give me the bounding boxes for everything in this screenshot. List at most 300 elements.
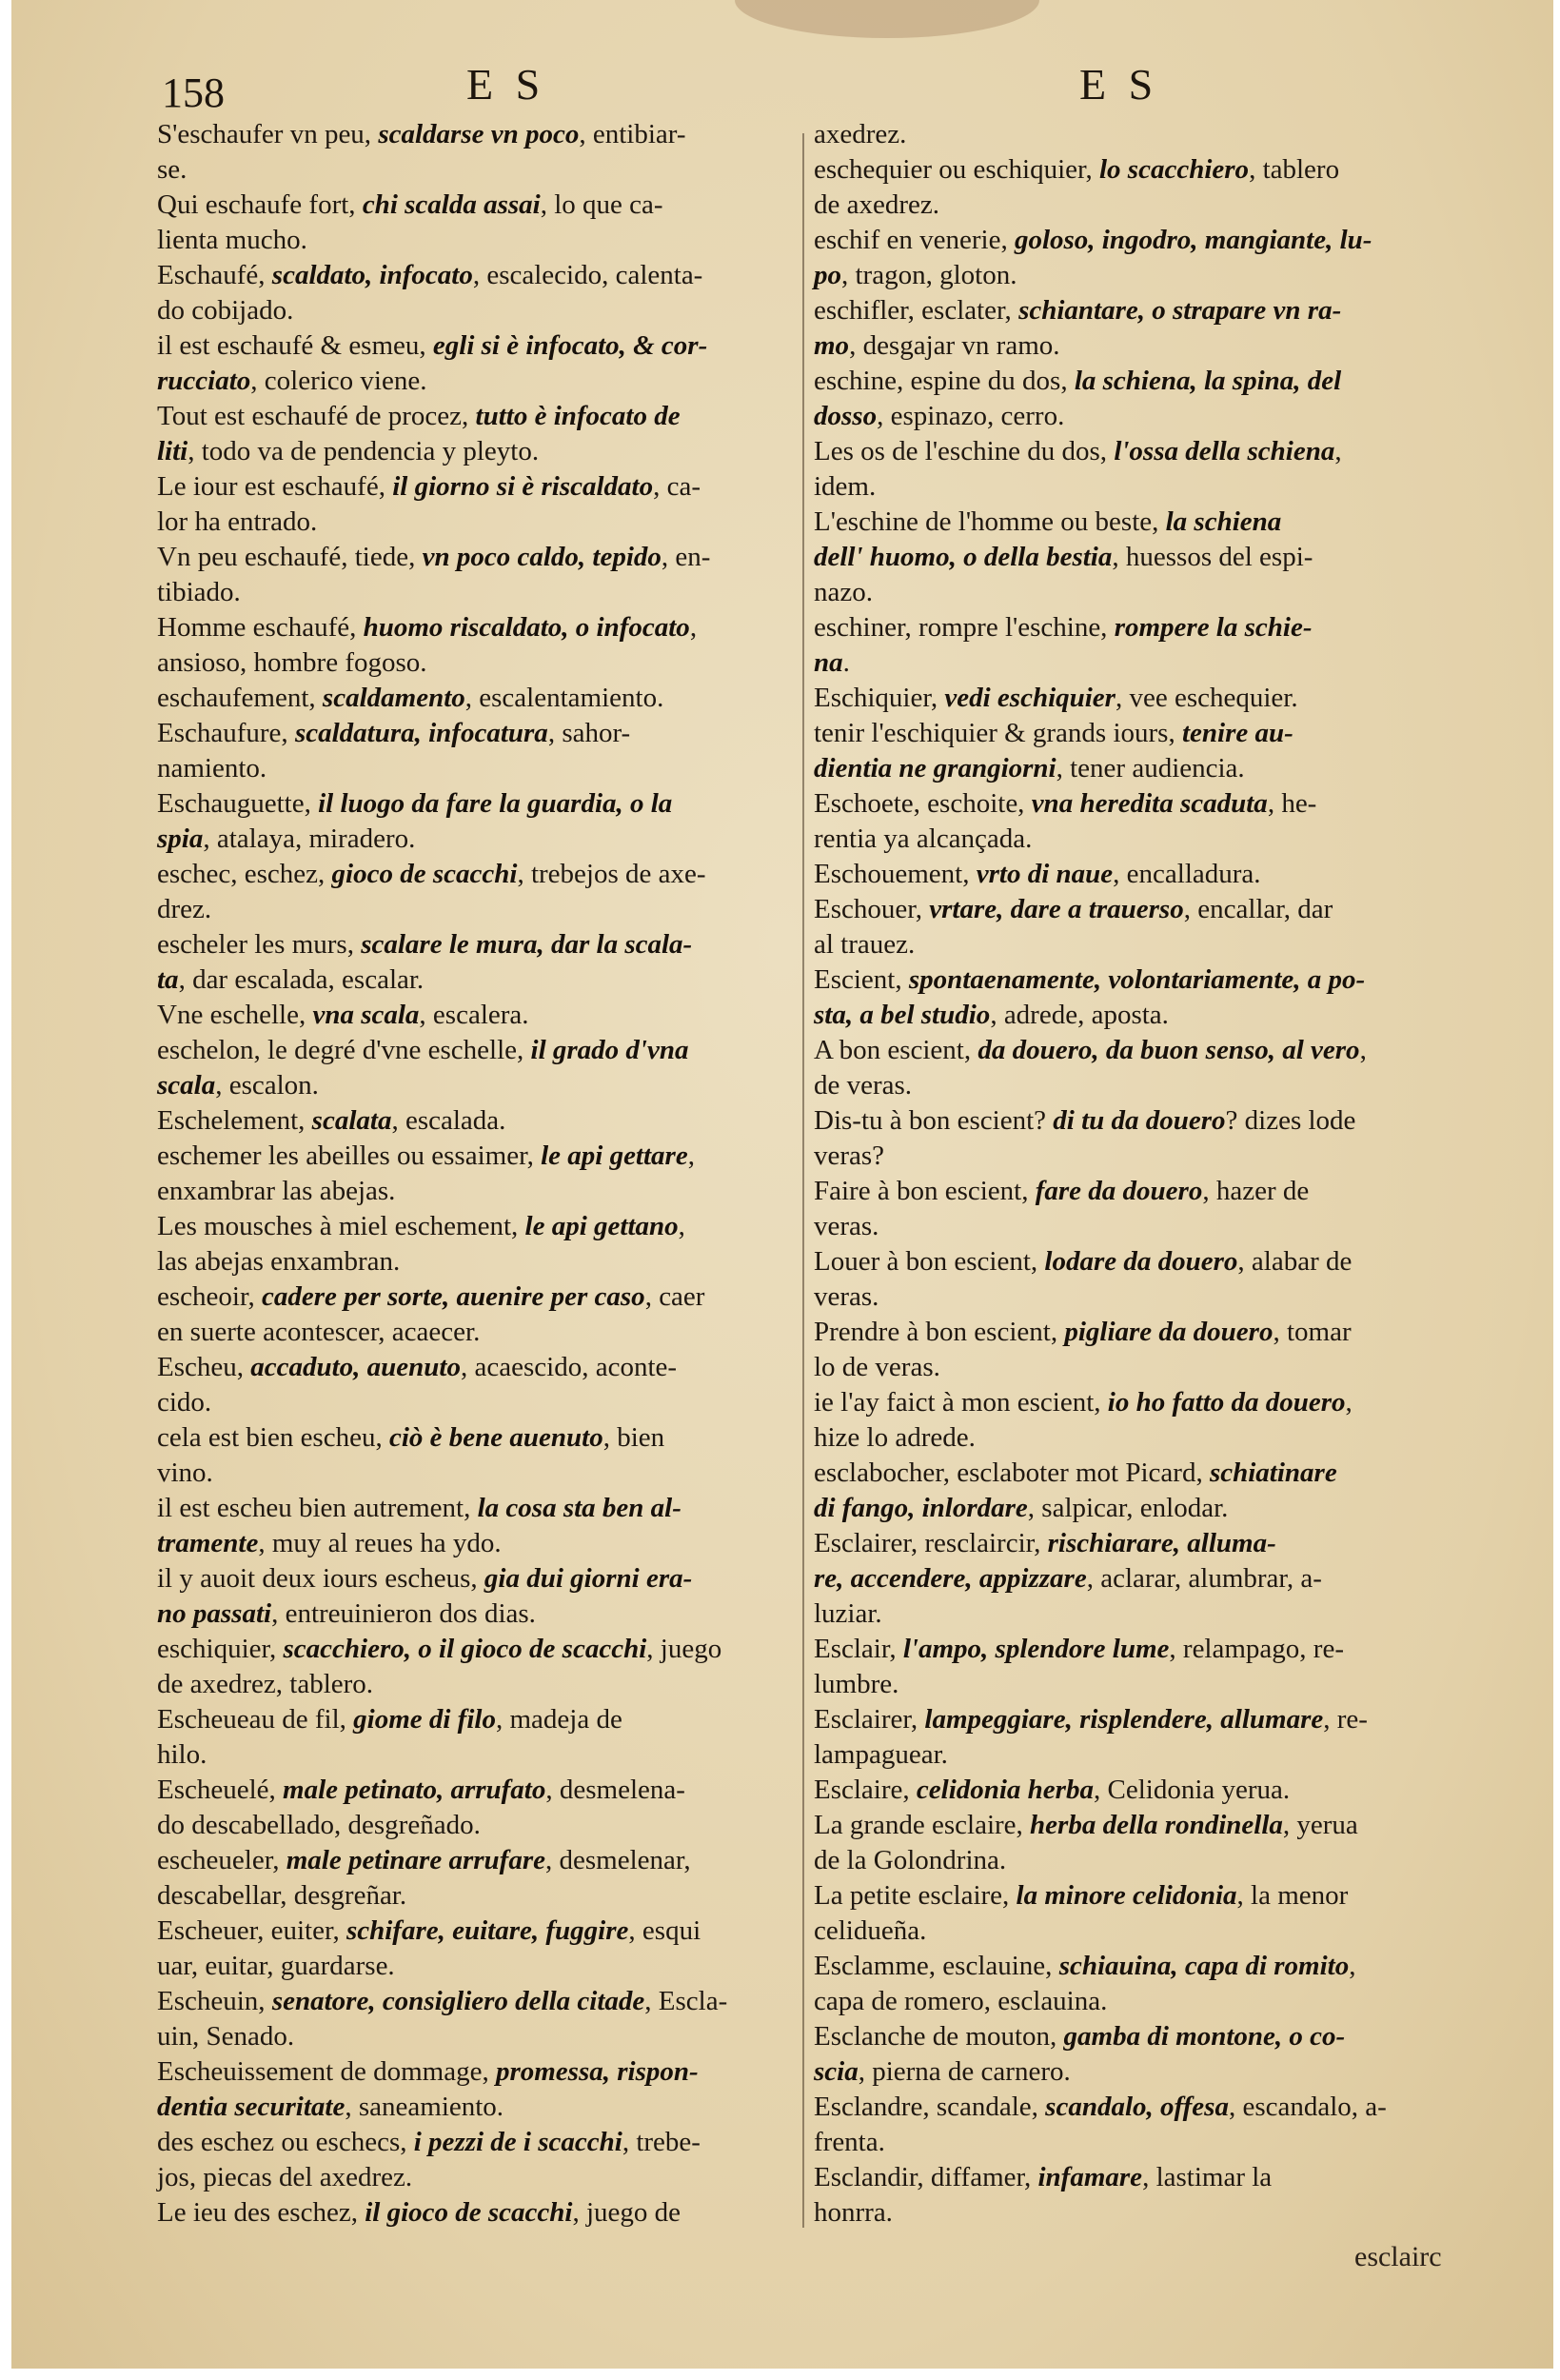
dictionary-line: [814, 258, 1485, 293]
line-text: Les mousches à miel eschement,: [157, 1211, 525, 1241]
entry-line: [814, 1949, 1485, 1984]
entry-line: [157, 1597, 804, 1632]
line-text: Esclairer, resclaircir,: [814, 1528, 1048, 1558]
entry-line: [814, 1491, 1485, 1526]
line-text: , yerua: [1282, 1810, 1358, 1840]
dictionary-line: [157, 575, 804, 610]
line-text: , la menor: [1236, 1880, 1349, 1911]
line-text: , hazer de: [1202, 1176, 1310, 1206]
italian-gloss: vrto di naue: [976, 859, 1114, 889]
italian-gloss: sta, a bel studio: [814, 1000, 991, 1030]
line-text: eschequier ou eschiquier,: [814, 154, 1099, 185]
dictionary-line: [157, 1773, 804, 1808]
italian-gloss: il luogo da fare la guardia, o la: [318, 788, 673, 819]
dictionary-line: [157, 1209, 804, 1244]
line-text: cela est bien escheu,: [157, 1422, 389, 1453]
entry-line: [814, 1667, 1485, 1702]
entry-line: [157, 293, 804, 328]
line-text: Esclandre, scandale,: [814, 2092, 1046, 2122]
line-text: , sahor-: [547, 718, 631, 748]
entry-line: [157, 1878, 804, 1914]
dictionary-line: [157, 2054, 804, 2090]
dictionary-line: [157, 716, 804, 751]
entry-line: [814, 1033, 1485, 1068]
entry-line: [157, 610, 804, 645]
dictionary-line: [157, 681, 804, 716]
dictionary-line: [814, 1949, 1485, 1984]
line-text: , trebejos de axe-: [517, 859, 706, 889]
entry-line: [814, 1279, 1485, 1315]
line-text: , lo que ca-: [540, 189, 663, 220]
entry-line: [814, 469, 1485, 505]
line-text: Esclamme, esclauine,: [814, 1951, 1059, 1981]
dictionary-line: [814, 364, 1485, 399]
dictionary-line: [814, 1315, 1485, 1350]
entry-line: [814, 822, 1485, 857]
dictionary-line: [157, 1702, 804, 1737]
line-text: , desgajar vn ramo.: [849, 330, 1060, 361]
line-text: escheueler,: [157, 1845, 286, 1875]
italian-gloss: scia: [814, 2056, 859, 2087]
italian-gloss: promessa, rispon-: [495, 2056, 699, 2087]
dictionary-line: [157, 857, 804, 892]
line-text: uin, Senado.: [157, 2021, 295, 2052]
dictionary-line: [814, 1491, 1485, 1526]
entry-line: [157, 1702, 804, 1737]
line-text: Escient,: [814, 964, 909, 995]
italian-gloss: tenire au-: [1181, 718, 1293, 748]
dictionary-line: [814, 998, 1485, 1033]
italian-gloss: tutto è infocato de: [475, 401, 681, 431]
entry-line: [814, 1315, 1485, 1350]
line-text: eschelon, le degré d'vne eschelle,: [157, 1035, 531, 1065]
line-text: , bien: [602, 1422, 665, 1453]
running-header-right: E S: [1079, 60, 1159, 109]
dictionary-line: [157, 1737, 804, 1773]
entry-line: [814, 152, 1485, 188]
dictionary-line: [814, 822, 1485, 857]
italian-gloss: mo: [814, 330, 850, 361]
line-text: Eschoete, eschoite,: [814, 788, 1032, 819]
italian-gloss: ciò è bene auenuto: [388, 1422, 603, 1453]
entry-line: [814, 1561, 1485, 1597]
dictionary-line: [157, 1279, 804, 1315]
line-text: en suerte acontescer, acaecer.: [157, 1317, 481, 1347]
italian-gloss: scacchiero, o il gioco de scacchi: [283, 1634, 647, 1664]
line-text: eschiquier,: [157, 1634, 284, 1664]
italian-gloss: po: [814, 260, 841, 290]
italian-gloss: schiatinare: [1209, 1458, 1337, 1488]
dictionary-line: [157, 1984, 804, 2019]
italian-gloss: la cosa sta ben al-: [477, 1493, 681, 1523]
line-text: , lastimar la: [1142, 2162, 1273, 2192]
entry-line: [814, 1420, 1485, 1456]
line-text: honrra.: [814, 2197, 893, 2228]
entry-line: [157, 892, 804, 927]
line-text: S'eschaufer vn peu,: [157, 119, 379, 149]
dictionary-line: [157, 1491, 804, 1526]
entry-line: [814, 998, 1485, 1033]
dictionary-line: [814, 152, 1485, 188]
dictionary-line: [814, 1350, 1485, 1385]
entry-line: [814, 892, 1485, 927]
italian-gloss: la schiena: [1165, 506, 1282, 537]
entry-line: [157, 1033, 804, 1068]
dictionary-line: [157, 505, 804, 540]
line-text: frenta.: [814, 2127, 885, 2157]
line-text: namiento.: [157, 753, 267, 783]
dictionary-line: [814, 962, 1485, 998]
entry-line: [157, 1667, 804, 1702]
dictionary-line: [814, 751, 1485, 786]
line-text: ,: [1334, 436, 1342, 466]
entry-line: [157, 1949, 804, 1984]
entry-line: [814, 1456, 1485, 1491]
line-text: , escalecido, calenta-: [472, 260, 703, 290]
line-text: Eschouer,: [814, 894, 930, 924]
line-text: , colerico viene.: [250, 366, 427, 396]
entry-line: [814, 1597, 1485, 1632]
line-text: ,: [1359, 1035, 1367, 1065]
entry-line: [157, 645, 804, 681]
line-text: las abejas enxambran.: [157, 1246, 401, 1277]
line-text: A bon escient,: [814, 1035, 978, 1065]
line-text: , tablero: [1249, 154, 1340, 185]
italian-gloss: di fango, inlordare: [814, 1493, 1028, 1523]
italian-gloss: la schiena, la spina, del: [1074, 366, 1342, 396]
line-text: , alabar de: [1237, 1246, 1353, 1277]
line-text: nazo.: [814, 577, 873, 607]
italian-gloss: da douero, da buon senso, al vero: [977, 1035, 1360, 1065]
line-text: , desmelenar,: [544, 1845, 691, 1875]
line-text: , encallar, dar: [1183, 894, 1333, 924]
dictionary-line: [157, 1033, 804, 1068]
line-text: vino.: [157, 1458, 213, 1488]
dictionary-line: [814, 681, 1485, 716]
line-text: escheler les murs,: [157, 929, 362, 960]
italian-gloss: infamare: [1037, 2162, 1143, 2192]
dictionary-line: [157, 1667, 804, 1702]
line-text: jos, piecas del axedrez.: [157, 2162, 413, 2192]
dictionary-line: [157, 1103, 804, 1139]
italian-gloss: lodare da douero: [1044, 1246, 1238, 1277]
line-text: Eschauguette,: [157, 788, 319, 819]
dictionary-line: [157, 1315, 804, 1350]
line-text: Homme eschaufé,: [157, 612, 364, 643]
line-text: , aclarar, alumbrar, a-: [1086, 1563, 1322, 1594]
dictionary-line: [814, 2090, 1485, 2125]
entry-line: [157, 1843, 804, 1878]
dictionary-line: [814, 2019, 1485, 2054]
line-text: Eschaufure,: [157, 718, 295, 748]
dictionary-line: [814, 1597, 1485, 1632]
italian-gloss: di tu da douero: [1053, 1105, 1226, 1136]
italian-gloss: na: [814, 647, 843, 678]
dictionary-line: [814, 786, 1485, 822]
dictionary-line: [814, 2054, 1485, 2090]
italian-gloss: cadere per sorte, auenire per caso: [261, 1281, 645, 1312]
line-text: , esqui: [628, 1915, 701, 1946]
italian-gloss: lampeggiare, risplendere, allumare: [924, 1704, 1324, 1735]
line-text: al trauez.: [814, 929, 916, 960]
entry-line: [814, 1843, 1485, 1878]
dictionary-line: [157, 364, 804, 399]
line-text: Esclair,: [814, 1634, 903, 1664]
entry-line: [814, 751, 1485, 786]
line-text: ,: [1345, 1387, 1353, 1418]
line-text: Vn peu eschaufé, tiede,: [157, 542, 423, 572]
line-text: veras.: [814, 1211, 879, 1241]
line-text: tenir l'eschiquier & grands iours,: [814, 718, 1182, 748]
entry-line: [814, 716, 1485, 751]
line-text: Escheueau de fil,: [157, 1704, 354, 1735]
line-text: lampaguear.: [814, 1739, 948, 1770]
italian-gloss: dell' huomo, o della bestia: [814, 542, 1113, 572]
dictionary-line: [814, 399, 1485, 434]
entry-line: [814, 2160, 1485, 2195]
line-text: ,: [687, 1140, 695, 1171]
dictionary-line: [814, 188, 1485, 223]
entry-line: [157, 1068, 804, 1103]
dictionary-line: [814, 2160, 1485, 2195]
entry-line: [814, 1526, 1485, 1561]
dictionary-line: [814, 1033, 1485, 1068]
entry-line: [157, 1209, 804, 1244]
entry-line: [157, 998, 804, 1033]
dictionary-line: [814, 892, 1485, 927]
dictionary-line: [814, 1737, 1485, 1773]
dictionary-line: [157, 1139, 804, 1174]
dictionary-line: [814, 1456, 1485, 1491]
line-text: cido.: [157, 1387, 212, 1418]
entry-line: [814, 2054, 1485, 2090]
line-text: do cobijado.: [157, 295, 294, 326]
entry-line: [157, 223, 804, 258]
line-text: Louer à bon escient,: [814, 1246, 1045, 1277]
dictionary-line: [814, 1174, 1485, 1209]
line-text: Eschouement,: [814, 859, 977, 889]
italian-gloss: dientia ne grangiorni: [814, 753, 1056, 783]
line-text: eschine, espine du dos,: [814, 366, 1075, 396]
entry-line: [157, 2160, 804, 2195]
entry-line: [814, 1174, 1485, 1209]
dictionary-line: [814, 1914, 1485, 1949]
line-text: Les os de l'eschine du dos,: [814, 436, 1115, 466]
dictionary-line: [157, 1350, 804, 1385]
line-text: eschaufement,: [157, 683, 323, 713]
line-text: , caer: [644, 1281, 705, 1312]
page-stain: [735, 0, 1039, 38]
entry-line: [157, 2054, 804, 2090]
line-text: idem.: [814, 471, 877, 502]
dictionary-line: [814, 434, 1485, 469]
entry-line: [157, 2125, 804, 2160]
italian-gloss: goloso, ingodro, mangiante, lu-: [1014, 225, 1372, 255]
line-text: Eschaufé,: [157, 260, 272, 290]
entry-line: [157, 399, 804, 434]
dictionary-line: [157, 1420, 804, 1456]
entry-line: [157, 434, 804, 469]
italian-gloss: scaldatura, infocatura: [294, 718, 548, 748]
italian-gloss: dosso: [814, 401, 878, 431]
dictionary-line: [157, 258, 804, 293]
dictionary-line: [157, 540, 804, 575]
entry-line: [814, 1984, 1485, 2019]
dictionary-line: [157, 1878, 804, 1914]
dictionary-line: [157, 1843, 804, 1878]
entry-line: [814, 399, 1485, 434]
dictionary-line: [814, 1984, 1485, 2019]
dictionary-line: [814, 505, 1485, 540]
line-text: de axedrez, tablero.: [157, 1669, 374, 1699]
line-text: , acaescido, aconte-: [461, 1352, 678, 1382]
line-text: Prendre à bon escient,: [814, 1317, 1065, 1347]
line-text: , adrede, aposta.: [990, 1000, 1169, 1030]
italian-gloss: il giorno si è riscaldato: [392, 471, 654, 502]
line-text: L'eschine de l'homme ou beste,: [814, 506, 1166, 537]
line-text: enxambrar las abejas.: [157, 1176, 396, 1206]
dictionary-line: [157, 1456, 804, 1491]
line-text: , ca-: [653, 471, 701, 502]
line-text: , entreuinieron dos dias.: [271, 1598, 536, 1629]
line-text: , huessos del espi-: [1112, 542, 1313, 572]
line-text: Escheuissement de dommage,: [157, 2056, 496, 2087]
dictionary-line: [814, 1385, 1485, 1420]
dictionary-line: [157, 117, 804, 152]
dictionary-line: [814, 1068, 1485, 1103]
line-text: , Celidonia yerua.: [1093, 1775, 1291, 1805]
line-text: Esclaire,: [814, 1775, 917, 1805]
italian-gloss: schiantare, o strapare vn ra-: [1018, 295, 1342, 326]
entry-line: [814, 1702, 1485, 1737]
line-text: Esclairer,: [814, 1704, 925, 1735]
entry-line: [157, 857, 804, 892]
entry-line: [814, 1350, 1485, 1385]
line-text: , he-: [1267, 788, 1317, 819]
column-rule: [802, 133, 804, 2228]
dictionary-line: [157, 998, 804, 1033]
italian-gloss: gioco de scacchi: [331, 859, 518, 889]
line-text: drez.: [157, 894, 212, 924]
entry-line: [814, 540, 1485, 575]
dictionary-line: [814, 540, 1485, 575]
italian-gloss: i pezzi de i scacchi: [413, 2127, 622, 2157]
line-text: Escheuelé,: [157, 1775, 284, 1805]
dictionary-line: [814, 2195, 1485, 2231]
entry-line: [157, 1244, 804, 1279]
line-text: Escheuin,: [157, 1986, 272, 2016]
dictionary-line: [157, 152, 804, 188]
line-text: , tragon, gloton.: [841, 260, 1017, 290]
italian-gloss: senatore, consigliero della citade: [271, 1986, 645, 2016]
line-text: , escalon.: [215, 1070, 319, 1101]
italian-gloss: gia dui giorni era-: [484, 1563, 693, 1594]
dictionary-line: [814, 716, 1485, 751]
line-text: , tomar: [1273, 1317, 1352, 1347]
line-text: , pierna de carnero.: [858, 2056, 1071, 2087]
entry-line: [814, 1632, 1485, 1667]
line-text: , vee eschequier.: [1115, 683, 1298, 713]
italian-gloss: spontaenamente, volontariamente, a po-: [908, 964, 1366, 995]
entry-line: [157, 962, 804, 998]
line-text: Qui eschaufe fort,: [157, 189, 363, 220]
line-text: La petite esclaire,: [814, 1880, 1017, 1911]
italian-gloss: scalare le mura, dar la scala-: [361, 929, 693, 960]
entry-line: [157, 258, 804, 293]
line-text: lienta mucho.: [157, 225, 307, 255]
dictionary-line: [157, 1597, 804, 1632]
entry-line: [814, 2125, 1485, 2160]
dictionary-line: [157, 188, 804, 223]
italian-gloss: il grado d'vna: [530, 1035, 689, 1065]
italian-gloss: chi scalda assai: [362, 189, 541, 220]
dictionary-line: [157, 293, 804, 328]
entry-line: [814, 188, 1485, 223]
line-text: , tener audiencia.: [1056, 753, 1245, 783]
italian-gloss: gamba di montone, o co-: [1063, 2021, 1346, 2052]
italian-gloss: accaduto, auenuto: [250, 1352, 461, 1382]
line-text: , atalaya, miradero.: [203, 823, 416, 854]
dictionary-line: [814, 1843, 1485, 1878]
dictionary-line: [157, 751, 804, 786]
italian-gloss: io ho fatto da douero: [1107, 1387, 1346, 1418]
italian-gloss: l'ossa della schiena: [1114, 436, 1335, 466]
dictionary-line: [157, 469, 804, 505]
line-text: Esclandir, diffamer,: [814, 2162, 1038, 2192]
entry-line: [157, 1174, 804, 1209]
line-text: se.: [157, 154, 188, 185]
dictionary-line: [814, 927, 1485, 962]
line-text: des eschez ou eschecs,: [157, 2127, 414, 2157]
line-text: , trebe-: [622, 2127, 701, 2157]
dictionary-line: [157, 822, 804, 857]
dictionary-line: [814, 645, 1485, 681]
line-text: Escheu,: [157, 1352, 251, 1382]
line-text: , juego: [646, 1634, 722, 1664]
entry-line: [814, 1773, 1485, 1808]
entry-line: [157, 152, 804, 188]
line-text: lumbre.: [814, 1669, 899, 1699]
entry-line: [157, 469, 804, 505]
dictionary-line: [814, 1103, 1485, 1139]
entry-line: [814, 1878, 1485, 1914]
entry-line: [814, 1244, 1485, 1279]
line-text: , escalada.: [391, 1105, 506, 1136]
italian-gloss: rucciato: [157, 366, 251, 396]
entry-line: [814, 857, 1485, 892]
line-text: , escandalo, a-: [1228, 2092, 1387, 2122]
dictionary-line: [157, 2160, 804, 2195]
entry-line: [157, 1279, 804, 1315]
line-text: , madeja de: [495, 1704, 622, 1735]
italian-gloss: le api gettano: [524, 1211, 679, 1241]
entry-line: [157, 1139, 804, 1174]
line-text: do descabellado, desgreñado.: [157, 1810, 481, 1840]
italian-gloss: la minore celidonia: [1016, 1880, 1237, 1911]
line-text: rentia ya alcançada.: [814, 823, 1033, 854]
entry-line: [157, 751, 804, 786]
dictionary-line: [814, 1878, 1485, 1914]
catchword: esclairc: [1354, 2241, 1442, 2272]
line-text: Vne eschelle,: [157, 1000, 313, 1030]
line-text: Le ieu des eschez,: [157, 2197, 365, 2228]
entry-line: [814, 645, 1485, 681]
line-text: descabellar, desgreñar.: [157, 1880, 407, 1911]
line-text: esclabocher, esclaboter mot Picard,: [814, 1458, 1210, 1488]
line-text: , relampago, re-: [1169, 1634, 1344, 1664]
line-text: il est eschaufé & esmeu,: [157, 330, 433, 361]
entry-line: [157, 1561, 804, 1597]
